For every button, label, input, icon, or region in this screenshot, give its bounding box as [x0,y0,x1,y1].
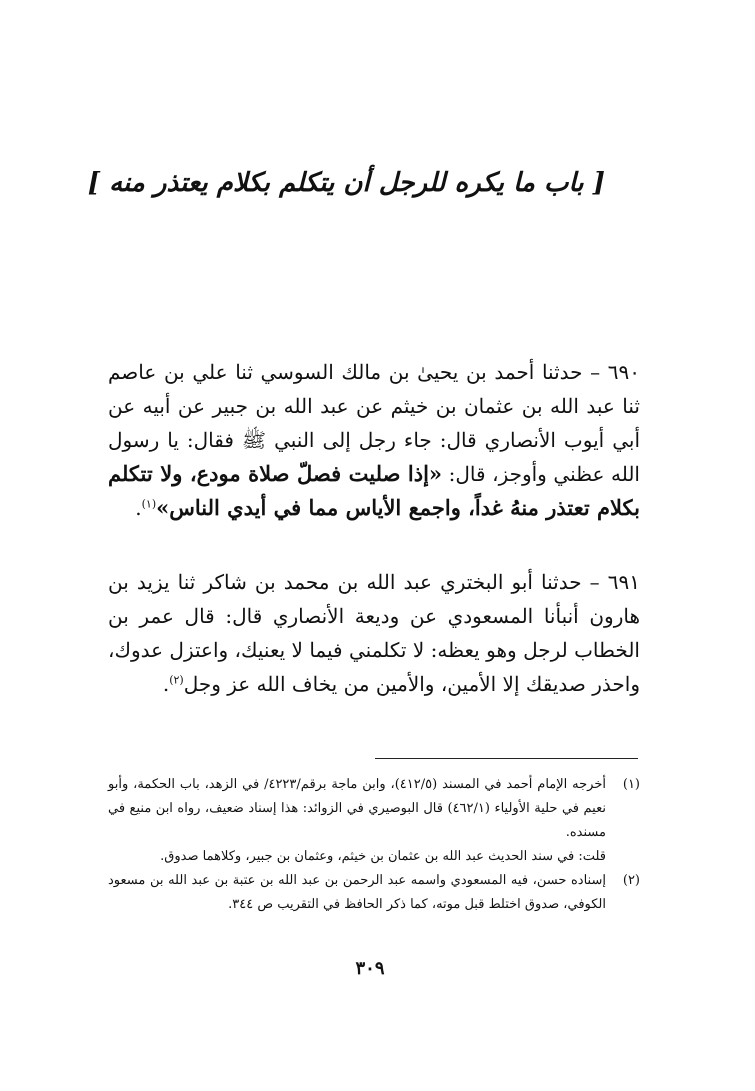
footnote-1-number: (١) [622,777,640,792]
footnote-2-number: (٢) [622,873,640,888]
hadith-690-isnad: ٦٩٠ – حدثنا أحمد بن يحيىٰ بن مالك السوسي ثنا علي بن عاصم ثنا عبد الله بن عثمان بن خيثم عن عبد الله بن جبير عن أبيه عن أبي أيوب الأنصاري قال: جاء رجل إلى النبي ﷺ فقال: يا رسول الله عظني وأوجز، قال: [108,360,640,486]
footnote-ref-1[interactable]: (١) [141,497,157,511]
hadith-690-end: . [135,496,142,520]
footnote-2-text: إسناده حسن، فيه المسعودي واسمه عبد الرحمن بن عبد الله بن عتبة بن عبد الله بن مسعود الكوفي، صدوق اختلط قبل موته، كما ذكر الحافظ في التقريب ص ٣٤٤. [108,873,606,912]
footnote-2 [108,869,640,917]
page-number: ٣٠٩ [355,958,385,979]
hadith-691-text: ٦٩١ – حدثنا أبو البختري عبد الله بن محمد بن شاكر ثنا يزيد بن هارون أنبأنا المسعودي عن وديعة الأنصاري قال: قال عمر بن الخطاب لرجل وهو يعظه: لا تكلمني فيما لا يعنيك، واعتزل عدوك، واحذر صديقك إلا الأمين، والأمين من يخاف الله عز وجل [108,570,641,696]
footnotes [108,773,640,917]
footnote-1-note: قلت: في سند الحديث عبد الله بن عثمان بن خيثم، وعثمان بن جبير، وكلاهما صدوق. [160,849,606,864]
footnote-divider [375,758,638,759]
chapter-title: [ باب ما يكره للرجل أن يتكلم بكلام يعتذر منه ] [87,168,605,198]
hadith-691 [108,565,640,701]
hadith-691-end: . [162,672,170,696]
hadith-690 [108,355,640,525]
footnote-1-text: أخرجه الإمام أحمد في المسند (٤١٢/٥)، وابن ماجة برقم/٤٢٢٣/ في الزهد، باب الحكمة، وأبو نعيم في حلية الأولياء (٤٦٢/١) قال البوصيري في الزوائد: هذا إسناد ضعيف، رواه ابن منيع في مسنده. [108,777,607,840]
hadith-690-matn: «إذا صليت فصلّ صلاة مودع، ولا تتكلم بكلام تعتذر منهُ غداً، واجمع الأياس مما في أيدي الناس» [108,461,640,520]
footnote-1 [108,773,640,845]
footnote-ref-2[interactable]: (٢) [169,673,184,687]
